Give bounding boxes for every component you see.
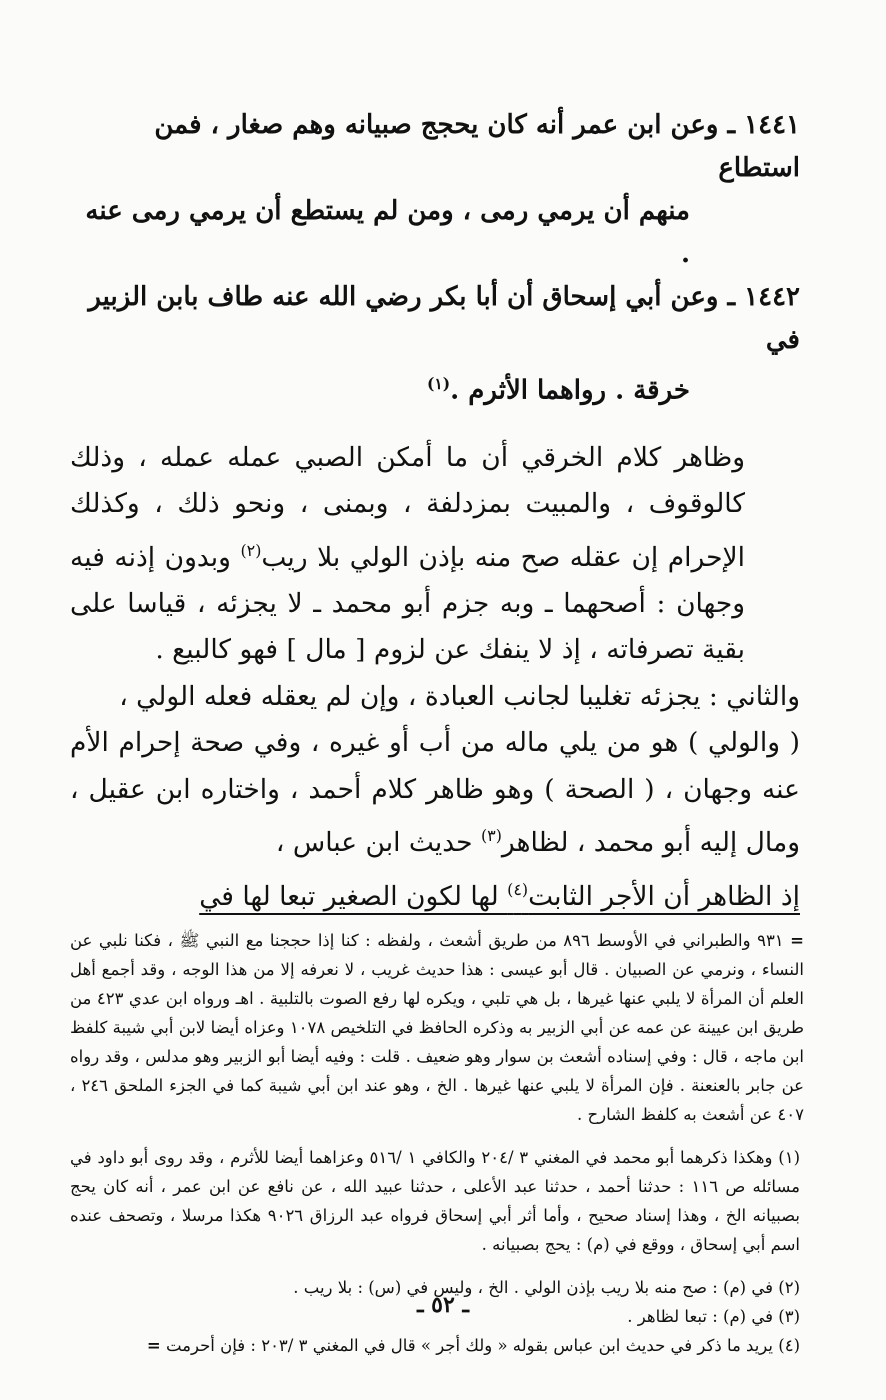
footnote-4: (٤) يريد ما ذكر في حديث ابن عباس بقوله « ولك أجر » قال في المغني ٣ /٢٠٣ : فإن أحرمت = — [146, 1336, 800, 1356]
hadith-dash: ـ — [727, 110, 736, 140]
footnote-ref: (٤) — [507, 879, 529, 899]
hadith-number: ١٤٤٢ — [744, 282, 800, 312]
hadith-text-line1: وعن أبي إسحاق أن أبا بكر رضي الله عنه طاف بابن الزبير في — [88, 282, 800, 355]
hadith-dash: ـ — [727, 282, 736, 312]
continuation-mark: = — [790, 931, 804, 951]
commentary-paragraph: وظاهر كلام الخرقي أن ما أمكن الصبي عمله عمله ، وذلك كالوقوف ، والمبيت بمزدلفة ، وبمنى ، ونحو ذلك ، وكذلك الإحرام إن عقله صح منه بإذن الولي بلا ريب$^{(٢)}$ وبدون إذنه فيه وجهان : أصحهما ـ وبه جزم أبو محمد ـ لا يجزئه ، قياسا على بقية تصرفاته ، إذ لا ينفك عن لزوم [ مال ] فهو كالبيع . — [70, 441, 746, 666]
hadith-text-line1: وعن ابن عمر أنه كان يحجج صبيانه وهم صغار ، فمن استطاع — [154, 110, 800, 183]
footnote-ref: (٣) — [480, 826, 502, 846]
footnote-3: (٣) في (م) : تبعا لظاهر . — [627, 1307, 800, 1327]
footnote-ref: (٢) — [240, 540, 262, 560]
footnote-2: (٢) في (م) : صح منه بلا ريب بإذن الولي . الخ ، وليس في (س) : بلا ريب . — [293, 1278, 800, 1298]
footnote-continuation: = ٩٣١ والطبراني في الأوسط ٨٩٦ من طريق أشعث ، ولفظه : كنا إذا حججنا مع النبي ﷺ ، فكنا نلبي عن النساء ، ونرمي عن الصبيان . قال أبو عيسى : هذا حديث غريب ، لا نعرفه إلا من هذا الوجه ، وقد أجمع أهل العلم أن المرأة لا يلبي عنها غيرها ، بل هي تلبي ، ويكره لها رفع الصوت بالتلبية . اهـ ورواه ابن عدي ٤٢٣ من طريق ابن عيينة عن عمه عن أبي الزبير به وذكره الحافظ في التلخيص ١٠٧٨ وعزاه أيضا لابن أبي شيبة كلفظ ابن ماجه ، قال : وفي إسناده أشعث بن سوار وهو ضعيف . قلت : وفيه أيضا أبو الزبير وهو مدلس ، وقد رواه عن جابر بالعنعنة . فإن المرأة لا يلبي عنها غيرها . الخ ، وهو عند ابن أبي شيبة كما في الجزء الملحق ٢٤٦ ، ٤٠٧ عن أشعث به كلفظ الشارح . — [70, 931, 805, 1125]
commentary — [70, 435, 800, 920]
hadith-number: ١٤٤١ — [744, 110, 800, 140]
hadith-1441 — [70, 104, 800, 276]
hadith-text-line2: منهم أن يرمي رمى ، ومن لم يستطع أن يرمي رمى عنه . — [85, 196, 690, 269]
commentary-paragraph: والثاني : يجزئه تغليبا لجانب العبادة ، وإن لم يعقله فعله الولي ، — [119, 680, 800, 712]
continuation-mark: = — [146, 1336, 161, 1356]
page-number: ـ ٥٢ ـ — [417, 1292, 469, 1318]
footnote-1: (١) وهكذا ذكرهما أبو محمد في المغني ٣ /٢٠٤ والكافي ١ /٥١٦ وعزاهما أيضا للأثرم ، وقد روى أبو داود في مسائله ص ١١٦ : حدثنا أحمد ، حدثنا عبد الأعلى ، حدثنا عبيد الله ، عن نافع عن ابن عمر ، أنه كان يحج بصبيانه الخ ، وهذا إسناد صحيح ، وأما أثر أبي إسحاق فرواه عبد الرزاق ٩٠٢٦ هكذا مرسلا ، وتصحف عنده اسم أبي إسحاق ، ووقع في (م) : يحج بصبيانه . — [70, 1148, 800, 1255]
commentary-paragraph: ( والولي ) هو من يلي ماله من أب أو غيره ، وفي صحة إحرام الأم عنه وجهان ، ( الصحة ) وهو ظاهر كلام أحمد ، واختاره ابن عقيل ، ومال إليه أبو محمد ، لظاهر$^{(٣)}$ حديث ابن عباس ، — [70, 727, 800, 859]
page-content — [70, 104, 805, 1360]
hadith-1442 — [70, 276, 800, 413]
hadith-text-line2: خرقة . رواهما الأثرم .$^{(١)}$ — [427, 374, 690, 406]
commentary-paragraph: إذ الظاهر أن الأجر الثابت$^{(٤)}$ لها لكون الصغير تبعا لها في — [199, 879, 800, 912]
footnote-ref: (١) — [427, 374, 451, 393]
